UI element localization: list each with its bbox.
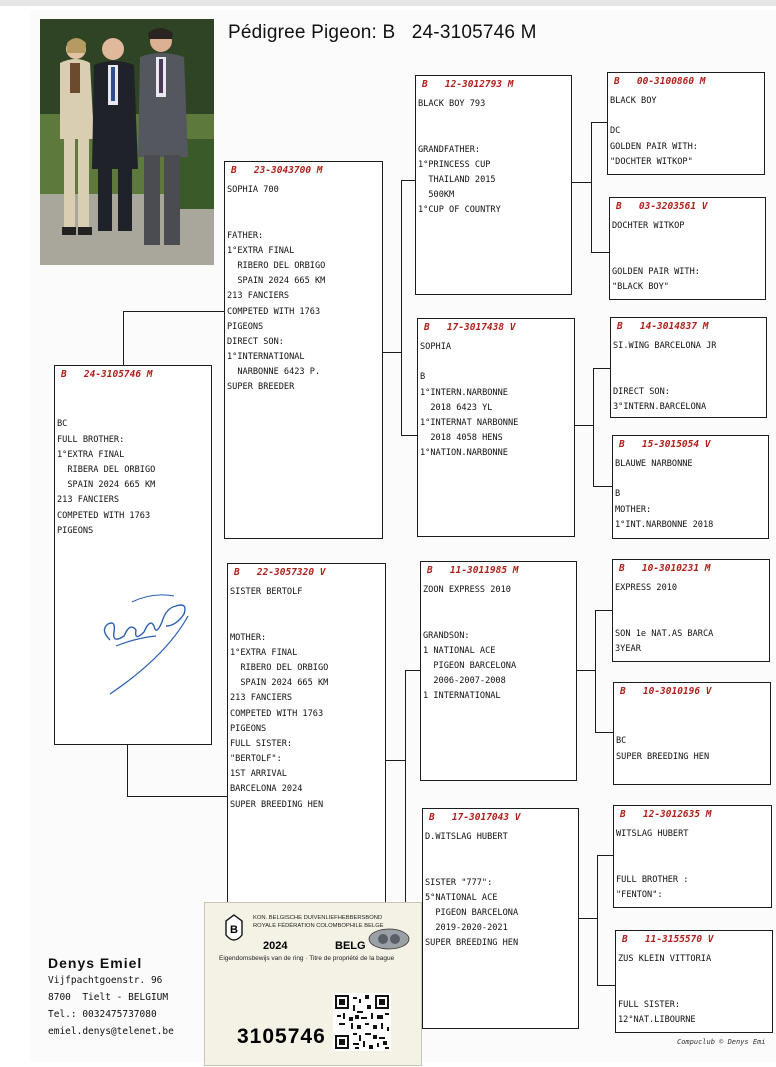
note-line: 2018 4058 HENS (420, 433, 503, 444)
note-line: BARCELONA 2024 (230, 784, 303, 795)
note-line: "BERTOLF": (230, 754, 282, 765)
note-line: 1°INTERNATIONAL (227, 352, 305, 363)
note-line: DIRECT SON: (613, 386, 670, 397)
ring-number-label: B 17-3017438 V (424, 322, 516, 333)
note-line: 3YEAR (615, 643, 641, 654)
connector-line (405, 670, 420, 671)
father-card (224, 161, 383, 539)
pigeon-notes (418, 97, 569, 219)
note-line: SISTER "777": (425, 877, 493, 888)
ggp-fff-card (607, 72, 765, 175)
ring-number-label: B 11-3011985 M (427, 565, 519, 576)
note-line (423, 613, 574, 628)
connector-line (593, 368, 594, 486)
note-line: ZOON EXPRESS 2010 (423, 585, 511, 595)
note-line (227, 198, 380, 213)
note-line (616, 857, 769, 872)
mother-card (227, 563, 386, 953)
connector-line (123, 311, 124, 366)
note-line: 5°NATIONAL ACE (425, 892, 498, 903)
ring-number-label: B 14-3014837 M (617, 321, 709, 332)
note-line: 1°EXTRA FINAL (230, 647, 298, 658)
ring-number-label: B 24-3105746 M (61, 369, 153, 380)
note-line (612, 234, 763, 249)
ggp-fmf-card (610, 317, 767, 418)
note-line (610, 109, 762, 124)
note-line: SUPER BREEDING HEN (616, 751, 710, 762)
note-line: SPAIN 2024 665 KM (230, 678, 329, 689)
ring-number-label: B 10-3010231 M (619, 563, 711, 574)
pigeon-notes (610, 94, 762, 170)
note-line: 1°INTERNAT NARBONNE (420, 417, 519, 428)
note-line: 213 FANCIERS (227, 291, 290, 302)
note-line: SISTER BERTOLF (230, 587, 303, 597)
note-line (420, 355, 572, 370)
note-line: 213 FANCIERS (230, 693, 293, 704)
connector-line (597, 855, 598, 985)
note-line: FULL SISTER: (618, 999, 681, 1010)
note-line: SOPHIA 700 (227, 185, 279, 195)
note-line: GRANDFATHER: (418, 144, 481, 155)
connector-line (577, 918, 597, 919)
note-line: 1°EXTRA FINAL (227, 245, 295, 256)
maternal-grandfather-card (420, 561, 577, 781)
note-line: 1°CUP OF COUNTRY (418, 205, 501, 216)
note-line: "DOCHTER WITKOP" (610, 156, 693, 167)
note-line: MOTHER: (615, 504, 652, 515)
connector-line (597, 855, 613, 856)
connector-line (127, 742, 128, 796)
pigeon-notes (420, 340, 572, 462)
note-line: RIBERO DEL ORBIGO (227, 260, 326, 271)
note-line: 1°EXTRA FINAL (57, 449, 125, 460)
note-line: COMPETED WITH 1763 (227, 306, 321, 317)
connector-line (575, 670, 595, 671)
note-line: PIGEONS (230, 723, 267, 734)
note-line: FULL BROTHER: (57, 434, 125, 445)
note-line (616, 842, 769, 857)
pigeon-notes (425, 830, 576, 952)
connector-line (591, 122, 592, 252)
pigeon-notes (616, 704, 768, 765)
ring-number-label: B 03-3203561 V (616, 201, 708, 212)
note-line: ZUS KLEIN VITTORIA (618, 954, 712, 964)
note-line: COMPETED WITH 1763 (230, 708, 324, 719)
note-line (425, 860, 576, 875)
note-line: SPAIN 2024 665 KM (57, 480, 156, 491)
note-line: 3°INTERN.BARCELONA (613, 401, 707, 412)
paternal-grandfather-card (415, 75, 572, 295)
note-line: FATHER: (227, 230, 264, 241)
owner-city: 8700 Tielt - BELGIUM (48, 992, 169, 1003)
note-line: BLAUWE NARBONNE (615, 459, 693, 469)
note-line: BC (616, 736, 627, 747)
ring-number-label: B 17-3017043 V (429, 812, 521, 823)
note-line: PIGEONS (57, 525, 94, 536)
note-line (618, 982, 770, 997)
note-line: SON 1e NAT.AS BARCA (615, 628, 714, 639)
maternal-grandmother-card (422, 808, 579, 1029)
note-line: 1ST ARRIVAL (230, 769, 287, 780)
ring-number-label: B 23-3043700 M (231, 165, 323, 176)
ggp-mff-card (612, 559, 770, 662)
note-line: SOPHIA (420, 342, 452, 352)
note-line (616, 704, 768, 719)
note-line (227, 213, 380, 228)
note-line (57, 402, 209, 417)
connector-line (595, 610, 596, 732)
ggp-mmf-card (613, 805, 772, 908)
note-line: BC (57, 419, 68, 430)
note-line: FULL SISTER: (230, 738, 293, 749)
qr-code-icon (333, 993, 391, 1051)
signature (96, 586, 202, 698)
federation-name-fr: ROYALE FÉDÉRATION COLOMBOPHILE BELGE (253, 922, 384, 929)
note-line: THAILAND 2015 (418, 174, 496, 185)
pigeon-notes (227, 183, 380, 396)
connector-line (591, 252, 609, 253)
connector-line (381, 352, 401, 353)
note-line: GRANDSON: (423, 630, 470, 641)
note-line: GOLDEN PAIR WITH: (610, 141, 698, 152)
note-line: PIGEON BARCELONA (423, 660, 517, 671)
note-line: COMPETED WITH 1763 (57, 510, 151, 521)
note-line: PIGEONS (227, 321, 264, 332)
note-line: SPAIN 2024 665 KM (227, 276, 326, 287)
ring-ownership-card (204, 902, 422, 1066)
pigeon-notes (57, 387, 209, 539)
pigeon-notes (615, 457, 766, 533)
pigeon-notes (230, 585, 383, 813)
connector-line (595, 732, 613, 733)
note-line: RIBERO DEL ORBIGO (230, 662, 329, 673)
ggp-mfm-card (613, 682, 771, 785)
note-line: SUPER BREEDING HEN (230, 799, 324, 810)
pigeon-notes (613, 339, 764, 415)
note-line (230, 600, 383, 615)
connector-line (595, 610, 612, 611)
note-line (613, 354, 764, 369)
pigeon-notes (618, 952, 770, 1028)
ring-country: BELG (335, 940, 366, 952)
note-line: 2019-2020-2021 (425, 923, 508, 934)
note-line: MOTHER: (230, 632, 267, 643)
owner-street: Vijfpachtgoenstr. 96 (48, 975, 163, 986)
connector-line (401, 180, 415, 181)
connector-line (405, 670, 406, 920)
connector-line (591, 122, 607, 123)
pigeon-notes (615, 581, 767, 657)
note-line (418, 127, 569, 142)
note-line: DC (610, 126, 621, 137)
note-line: "FENTON": (616, 889, 663, 900)
connector-line (570, 182, 591, 183)
owner-phone: Tel.: 0032475737080 (48, 1009, 157, 1020)
note-line (418, 112, 569, 127)
connector-line (401, 180, 402, 435)
note-line (57, 387, 209, 402)
software-credit: Compuclub © Denys Emi (677, 1038, 766, 1046)
note-line: "BLACK BOY" (612, 281, 669, 292)
note-line (425, 845, 576, 860)
ring-year: 2024 (263, 940, 288, 952)
ring-number-label: B 11-3155570 V (622, 934, 714, 945)
note-line (615, 472, 766, 487)
note-line: WITSLAG HUBERT (616, 829, 689, 839)
ring-ownership-label: Eigendomsbewijs van de ring · Titre de propriété de la bague (219, 955, 395, 962)
note-line (616, 719, 768, 734)
note-line: BLACK BOY 793 (418, 99, 486, 109)
page-top-edge (0, 0, 776, 6)
note-line (423, 598, 574, 613)
pigeon-notes (616, 827, 769, 903)
note-line: NARBONNE 6423 P. (227, 367, 321, 378)
note-line (615, 596, 767, 611)
page-title: Pédigree Pigeon: B 24-3105746 M (228, 22, 537, 43)
note-line (613, 369, 764, 384)
note-line (618, 967, 770, 982)
note-line: DIRECT SON: (227, 336, 284, 347)
note-line: 500KM (418, 190, 455, 201)
note-line (230, 615, 383, 630)
ring-number-label: B 22-3057320 V (234, 567, 326, 578)
owner-name: Denys Emiel (48, 955, 143, 971)
note-line (615, 611, 767, 626)
pigeon-notes (423, 583, 574, 705)
note-line: FULL BROTHER : (616, 874, 689, 885)
owner-email: emiel.denys@telenet.be (48, 1026, 174, 1037)
ring-number-label: B 00-3100860 M (614, 76, 706, 87)
note-line: SUPER BREEDING HEN (425, 938, 519, 949)
note-line: 213 FANCIERS (57, 495, 120, 506)
ring-number-label: B 12-3012793 M (422, 79, 514, 90)
pigeon-stamp-icon (367, 927, 411, 951)
pigeon-notes (612, 219, 763, 295)
paternal-grandmother-card (417, 318, 575, 537)
owner-photo (40, 19, 214, 265)
federation-name-nl: KON. BELGISCHE DUIVENLIEFHEBBERSBOND (253, 915, 383, 921)
ring-number-label: B 15-3015054 V (619, 439, 711, 450)
note-line: DOCHTER WITKOP (612, 221, 685, 231)
note-line: 1 INTERNATIONAL (423, 691, 501, 702)
note-line: SUPER BREEDER (227, 382, 295, 393)
connector-line (123, 311, 224, 312)
note-line: SI.WING BARCELONA JR (613, 341, 717, 351)
ring-number-label: B 12-3012635 M (620, 809, 712, 820)
note-line (612, 249, 763, 264)
federation-name (253, 915, 384, 930)
note-line: 1°NATION.NARBONNE (420, 448, 508, 459)
ring-number: 3105746 (237, 1025, 326, 1048)
federation-logo-icon (223, 913, 245, 947)
connector-line (593, 486, 612, 487)
note-line: 1 NATIONAL ACE (423, 645, 496, 656)
connector-line (593, 368, 610, 369)
note-line: PIGEON BARCELONA (425, 907, 519, 918)
note-line: 1°INTERN.NARBONNE (420, 387, 508, 398)
note-line: 1°INT.NARBONNE 2018 (615, 519, 714, 530)
note-line: 2018 6423 YL (420, 402, 493, 413)
connector-line (401, 435, 417, 436)
connector-line (597, 985, 615, 986)
note-line: GOLDEN PAIR WITH: (612, 266, 700, 277)
note-line: 2006-2007-2008 (423, 676, 506, 687)
connector-line (573, 425, 593, 426)
svg-text:B: B (230, 924, 238, 936)
connector-line (127, 796, 227, 797)
note-line: 12°NAT.LIBOURNE (618, 1014, 696, 1025)
note-line: B (615, 489, 621, 500)
ggp-fmm-card (612, 435, 769, 539)
note-line: D.WITSLAG HUBERT (425, 832, 508, 842)
ring-number-label: B 10-3010196 V (620, 686, 712, 697)
connector-line (385, 760, 405, 761)
owner-contact (48, 955, 174, 1040)
note-line: 1°PRINCESS CUP (418, 159, 491, 170)
note-line: RIBERA DEL ORBIGO (57, 464, 156, 475)
ggp-ffm-card (609, 197, 766, 300)
note-line: B (420, 372, 426, 383)
ggp-mmm-card (615, 930, 773, 1033)
note-line: BLACK BOY (610, 96, 657, 106)
note-line: EXPRESS 2010 (615, 583, 678, 593)
